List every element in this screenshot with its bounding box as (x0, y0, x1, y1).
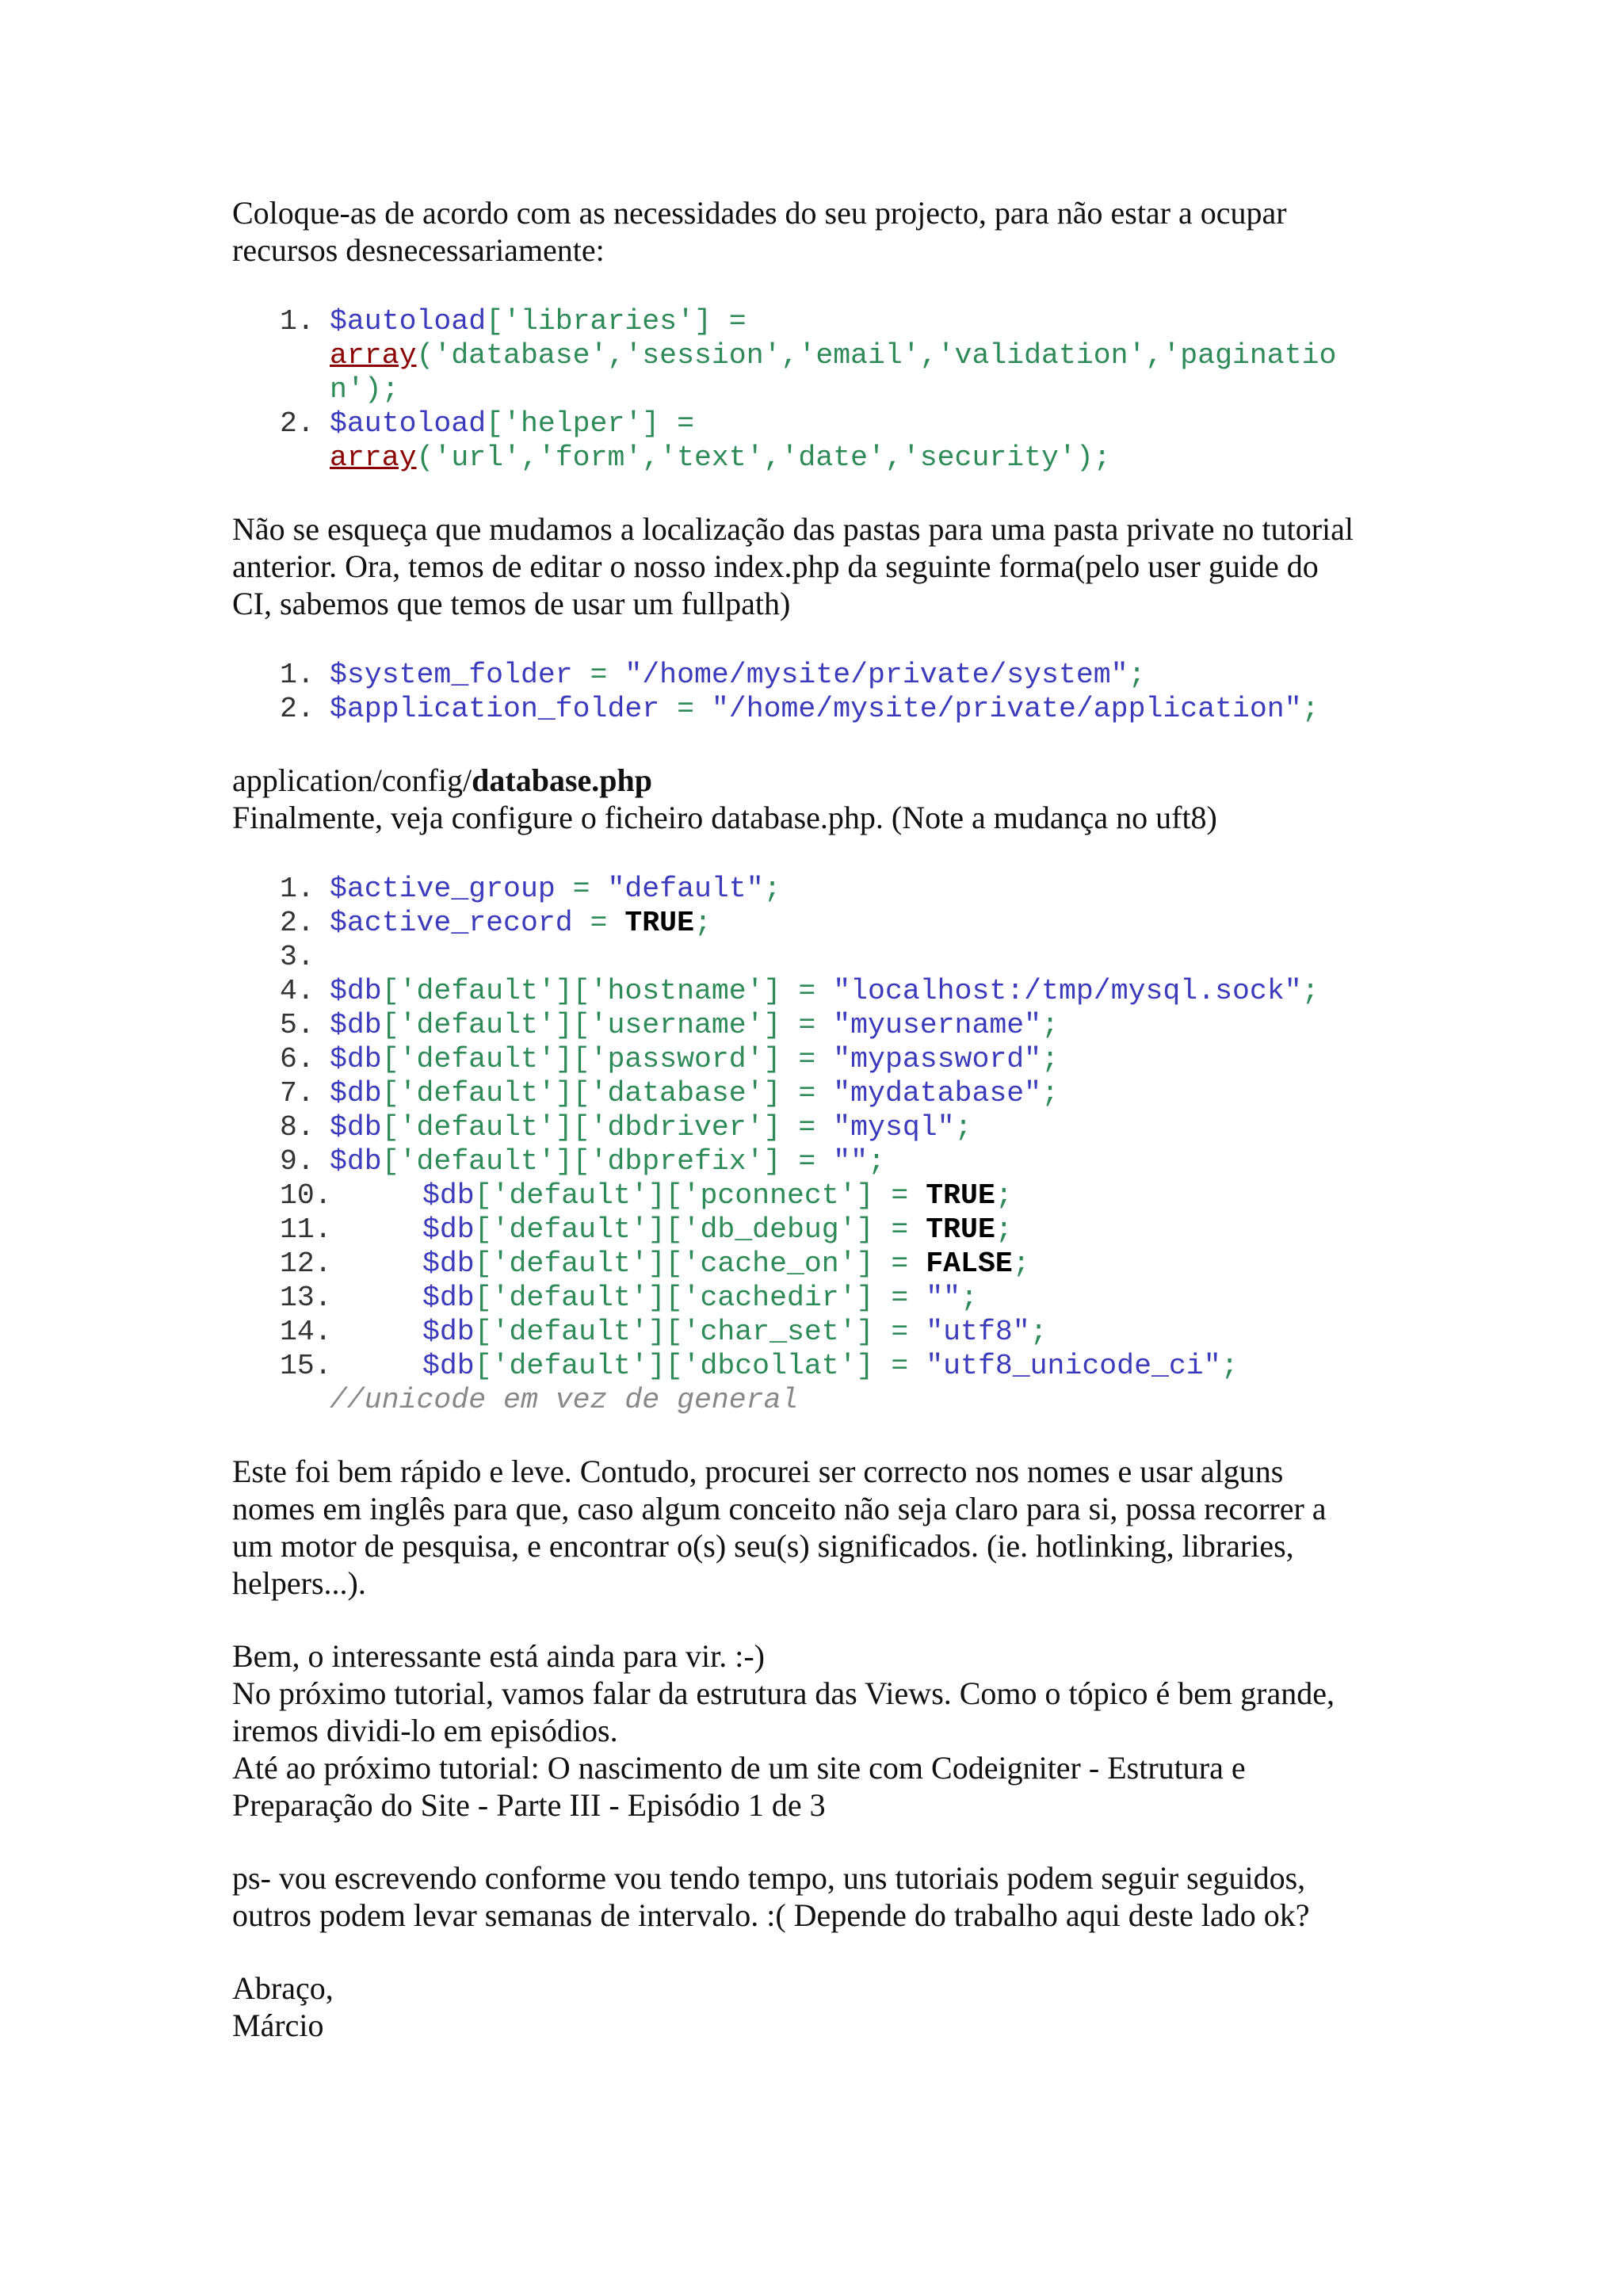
config-file-name: database.php (472, 762, 653, 798)
closing-paragraph: Este foi bem rápido e leve. Contudo, procurei ser correcto nos nomes e usar alguns nomes em inglês para que, caso algum conceito não seja claro para si, possa recorrer a um motor de pesquisa, e encontrar o(s) seu(s) significados. (ie. hotlinking, libraries, helpers...). (232, 1454, 1327, 1601)
code-line: 2. $autoload['helper'] = (280, 407, 694, 440)
line-number: 5. (280, 1009, 315, 1041)
code-line: n'); (330, 373, 399, 406)
intro-paragraph (232, 194, 1421, 269)
code-line (280, 940, 1421, 974)
intro-line-2: recursos desnecessariamente: (232, 232, 605, 268)
line-number: 14. (280, 1316, 332, 1348)
line-number: 8. (280, 1111, 315, 1144)
code-line: 10. $db['default']['pconnect'] = TRUE; (280, 1179, 1013, 1212)
folders-paragraph: Não se esqueça que mudamos a localização das pastas para uma pasta private no tutorial anterior. Ora, temos de editar o nosso index.php da seguinte forma(pelo user guide do CI, sabemos que temos de usar um fullpath) (232, 511, 1354, 621)
autoload-code-block (232, 304, 1421, 475)
code-line: 11. $db['default']['db_debug'] = TRUE; (280, 1213, 1013, 1246)
line-number: 9. (280, 1145, 315, 1178)
code-line: 13. $db['default']['cachedir'] = ""; (280, 1282, 978, 1314)
line-number: 10. (280, 1179, 332, 1212)
line-number: 12. (280, 1247, 332, 1280)
ps-paragraph: ps- vou escrevendo conforme vou tendo tempo, uns tutoriais podem seguir seguidos, outros podem levar semanas de intervalo. :( Depende do trabalho aqui deste lado ok? (232, 1860, 1310, 1933)
signoff-name: Márcio (232, 2008, 324, 2043)
config-path: application/config/ (232, 762, 472, 798)
code-line: 12. $db['default']['cache_on'] = FALSE; (280, 1247, 1030, 1280)
line-number: 2. (280, 907, 315, 939)
code-line: 14. $db['default']['char_set'] = "utf8"; (280, 1316, 1048, 1348)
line-number: 13. (280, 1282, 332, 1314)
database-heading (232, 762, 1421, 836)
signoff-greeting: Abraço, (232, 1970, 334, 2006)
line-number: 15. (280, 1350, 332, 1382)
line-number: 6. (280, 1043, 315, 1075)
database-description: Finalmente, veja configure o ficheiro database.php. (Note a mudança no uft8) (232, 800, 1217, 835)
line-number: 3. (280, 941, 315, 973)
line-number: 7. (280, 1077, 315, 1110)
code-line: 7. $db['default']['database'] = "mydatabase"; (280, 1077, 1059, 1110)
code-comment: //unicode em vez de general (330, 1384, 799, 1416)
code-line: 15. $db['default']['dbcollat'] = "utf8_unicode_ci"; (280, 1350, 1239, 1382)
intro-line-1: Coloque-as de acordo com as necessidades do seu projecto, para não estar a ocupar (232, 195, 1287, 231)
code-line: 2. $application_folder = "/home/mysite/private/application"; (280, 693, 1319, 725)
document-page (232, 194, 1421, 2044)
database-code-block (232, 872, 1421, 1383)
line-number: 1. (280, 873, 315, 905)
code-line: 6. $db['default']['password'] = "mypassword"; (280, 1043, 1059, 1075)
code-line: 2. $active_record = TRUE; (280, 907, 712, 939)
code-line: array('url','form','text','date','security'); (330, 441, 1111, 474)
code-line: 8. $db['default']['dbdriver'] = "mysql"; (280, 1111, 972, 1144)
line-number: 4. (280, 975, 315, 1007)
signoff (232, 1969, 1421, 2044)
code-line: array('database','session','email','validation','paginatio (330, 339, 1337, 372)
next-tutorial-paragraph: Bem, o interessante está ainda para vir. :-) No próximo tutorial, vamos falar da estrutura das Views. Como o tópico é bem grande, iremos dividi-lo em episódios. Até ao próximo tutorial: O nascimento de um site com Codeigniter - Estrutura e Preparação do Site - Parte III - Episódio 1 de 3 (232, 1638, 1335, 1823)
line-number: 11. (280, 1213, 332, 1246)
code-line: 4. $db['default']['hostname'] = "localhost:/tmp/mysql.sock"; (280, 975, 1319, 1007)
folders-code-block (232, 658, 1421, 726)
code-line: 1. $system_folder = "/home/mysite/private/system"; (280, 659, 1146, 691)
code-line: 5. $db['default']['username'] = "myusername"; (280, 1009, 1059, 1041)
database-comment-block (232, 1383, 1421, 1417)
code-line: 1. $active_group = "default"; (280, 873, 781, 905)
code-line: 9. $db['default']['dbprefix'] = ""; (280, 1145, 885, 1178)
code-line: 1. $autoload['libraries'] = (280, 305, 747, 338)
